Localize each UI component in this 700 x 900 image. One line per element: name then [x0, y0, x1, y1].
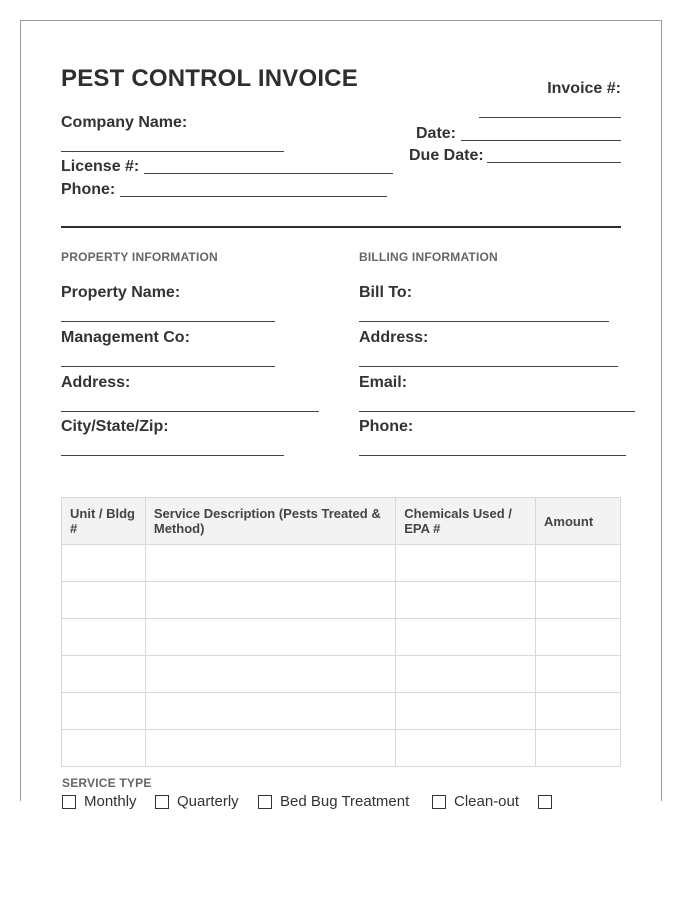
service-type-heading: SERVICE TYPE [62, 776, 152, 790]
chemicals-cell[interactable] [396, 619, 536, 656]
service-option-label: Quarterly [177, 793, 239, 810]
service-option-monthly[interactable] [62, 793, 137, 810]
amount-cell[interactable] [536, 730, 621, 767]
property-heading: PROPERTY INFORMATION [61, 250, 218, 264]
description-cell[interactable] [145, 693, 395, 730]
amount-cell[interactable] [536, 582, 621, 619]
checkbox-icon[interactable] [538, 795, 552, 809]
unit-cell[interactable] [62, 582, 146, 619]
column-header-chemicals: Chemicals Used / EPA # [396, 498, 536, 545]
chemicals-cell[interactable] [396, 582, 536, 619]
amount-cell[interactable] [536, 545, 621, 582]
company-name-label: Company Name: [61, 114, 188, 131]
chemicals-cell[interactable] [396, 656, 536, 693]
invoice-number-label: Invoice #: [547, 80, 621, 97]
description-cell[interactable] [145, 545, 395, 582]
management-co-field[interactable] [61, 366, 275, 367]
amount-cell[interactable] [536, 656, 621, 693]
bill-to-label: Bill To: [359, 284, 413, 301]
amount-cell[interactable] [536, 693, 621, 730]
service-table [61, 497, 621, 767]
table-row [62, 619, 621, 656]
checkbox-icon[interactable] [62, 795, 76, 809]
license-field[interactable] [144, 173, 393, 174]
billing-phone-label: Phone: [359, 418, 414, 435]
service-option-label: Clean-out [454, 793, 520, 810]
city-state-zip-field[interactable] [61, 455, 284, 456]
management-co-label: Management Co: [61, 329, 190, 346]
table-row [62, 656, 621, 693]
due-date-label: Due Date: [409, 147, 484, 164]
service-option-bed-bug[interactable] [258, 793, 409, 810]
table-row [62, 582, 621, 619]
invoice-sheet [20, 20, 662, 810]
table-header-row [62, 498, 621, 545]
billing-phone-field[interactable] [359, 455, 626, 456]
table-row [62, 693, 621, 730]
table-row [62, 545, 621, 582]
date-field[interactable] [461, 140, 621, 141]
phone-label: Phone: [61, 181, 116, 198]
column-header-unit: Unit / Bldg # [62, 498, 146, 545]
checkbox-icon[interactable] [432, 795, 446, 809]
column-header-description: Service Description (Pests Treated & Method) [145, 498, 395, 545]
header-divider [61, 226, 621, 228]
description-cell[interactable] [145, 730, 395, 767]
date-label: Date: [416, 125, 457, 142]
invoice-number-field[interactable] [479, 117, 621, 118]
table-row [62, 730, 621, 767]
unit-cell[interactable] [62, 693, 146, 730]
license-label: License #: [61, 158, 140, 175]
company-name-field[interactable] [61, 151, 284, 152]
billing-address-field[interactable] [359, 366, 618, 367]
service-option-label: Bed Bug Treatment [280, 793, 410, 810]
description-cell[interactable] [145, 582, 395, 619]
checkbox-icon[interactable] [258, 795, 272, 809]
unit-cell[interactable] [62, 730, 146, 767]
unit-cell[interactable] [62, 656, 146, 693]
property-address-field[interactable] [61, 411, 319, 412]
page-title: PEST CONTROL INVOICE [61, 65, 358, 92]
property-name-field[interactable] [61, 321, 275, 322]
billing-address-label: Address: [359, 329, 429, 346]
unit-cell[interactable] [62, 545, 146, 582]
email-label: Email: [359, 374, 408, 391]
email-field[interactable] [359, 411, 635, 412]
chemicals-cell[interactable] [396, 730, 536, 767]
description-cell[interactable] [145, 619, 395, 656]
property-name-label: Property Name: [61, 284, 181, 301]
city-state-zip-label: City/State/Zip: [61, 418, 169, 435]
column-header-amount: Amount [536, 498, 621, 545]
unit-cell[interactable] [62, 619, 146, 656]
due-date-field[interactable] [487, 162, 621, 163]
chemicals-cell[interactable] [396, 545, 536, 582]
bill-to-field[interactable] [359, 321, 609, 322]
service-option-quarterly[interactable] [155, 793, 239, 810]
service-option-other[interactable] [538, 793, 560, 810]
property-address-label: Address: [61, 374, 131, 391]
amount-cell[interactable] [536, 619, 621, 656]
chemicals-cell[interactable] [396, 693, 536, 730]
checkbox-icon[interactable] [155, 795, 169, 809]
phone-field[interactable] [120, 196, 387, 197]
description-cell[interactable] [145, 656, 395, 693]
service-option-label: Monthly [84, 793, 137, 810]
billing-heading: BILLING INFORMATION [359, 250, 498, 264]
service-option-clean-out[interactable] [432, 793, 519, 810]
